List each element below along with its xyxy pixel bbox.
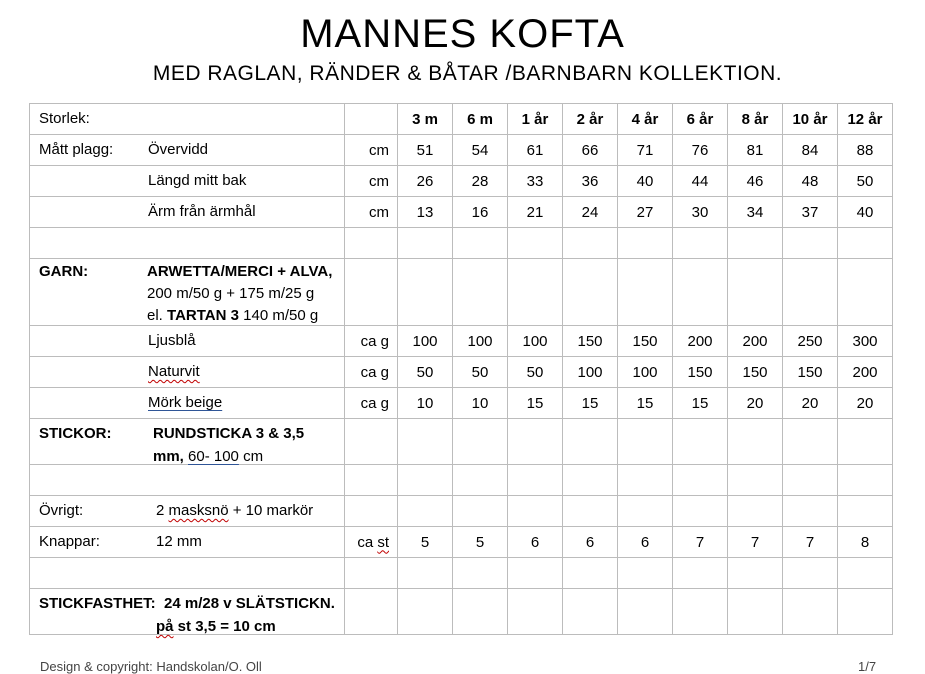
- measure-unit: cm: [345, 135, 398, 166]
- buttons-count: 7: [728, 527, 783, 558]
- measure-value: 27: [618, 197, 673, 228]
- measure-value: 48: [783, 166, 838, 197]
- gauge-row: [30, 589, 893, 635]
- yarn-amount: 200: [838, 357, 893, 388]
- measure-value: 36: [563, 166, 618, 197]
- measure-row: [30, 135, 893, 166]
- other-label: Övrigt:: [39, 502, 84, 519]
- measure-value: 81: [728, 135, 783, 166]
- yarn-description: [147, 261, 332, 327]
- measure-value: 61: [508, 135, 563, 166]
- yarn-amount: 100: [398, 326, 453, 357]
- measure-value: 28: [453, 166, 508, 197]
- buttons-label: Knappar:: [39, 533, 100, 550]
- yarn-line-3: [147, 305, 332, 327]
- measure-value: 76: [673, 135, 728, 166]
- other-text-c: + 10 markör: [228, 502, 314, 519]
- yarn-amount: 200: [673, 326, 728, 357]
- yarn-amount: 100: [563, 357, 618, 388]
- needles-label: STICKOR:: [39, 425, 112, 442]
- measure-value: 37: [783, 197, 838, 228]
- empty-row: [30, 228, 893, 259]
- yarn-amount: 20: [838, 388, 893, 419]
- yarn-amount: 50: [508, 357, 563, 388]
- measure-value: 46: [728, 166, 783, 197]
- gauge-description: [39, 592, 335, 638]
- measure-value: 51: [398, 135, 453, 166]
- yarn-color-row: [30, 357, 893, 388]
- needles-description: [153, 422, 304, 468]
- buttons-row: [30, 527, 893, 558]
- yarn-amount: 150: [618, 326, 673, 357]
- measure-value: 33: [508, 166, 563, 197]
- measure-unit: cm: [345, 197, 398, 228]
- pattern-spec-table: [29, 103, 893, 635]
- buttons-size: 12 mm: [156, 533, 202, 550]
- yarn-amount: 15: [563, 388, 618, 419]
- yarn-color-name: Naturvit: [148, 363, 200, 380]
- yarn-amount: 300: [838, 326, 893, 357]
- needles-row: [30, 419, 893, 465]
- yarn-amount: 20: [783, 388, 838, 419]
- buttons-unit: [345, 527, 398, 558]
- needles-unit: cm: [243, 448, 264, 465]
- measure-value: 50: [838, 166, 893, 197]
- buttons-count: 7: [673, 527, 728, 558]
- measure-value: 44: [673, 166, 728, 197]
- other-text-a: 2: [156, 502, 169, 519]
- size-header: 1 år: [508, 104, 563, 135]
- buttons-unit-b: st: [377, 533, 389, 551]
- gauge-line-2: [39, 615, 335, 638]
- yarn-amount: 200: [728, 326, 783, 357]
- measure-value: 34: [728, 197, 783, 228]
- measure-value: 16: [453, 197, 508, 228]
- measure-name: Ärm från ärmhål: [148, 203, 256, 220]
- buttons-count: 6: [563, 527, 618, 558]
- yarn-amount: 50: [398, 357, 453, 388]
- measure-value: 71: [618, 135, 673, 166]
- yarn-amount: 150: [783, 357, 838, 388]
- yarn-amount: 10: [398, 388, 453, 419]
- footer-copyright: Design & copyright: Handskolan/O. Oll: [40, 659, 262, 674]
- yarn-color-unit: ca g: [345, 357, 398, 388]
- measure-name: Övervidd: [148, 141, 209, 158]
- size-header: 6 år: [673, 104, 728, 135]
- page-subtitle: MED RAGLAN, RÄNDER & BÅTAR /BARNBARN KOLLEKTION.: [152, 62, 783, 85]
- empty-row: [30, 558, 893, 589]
- buttons-count: 6: [618, 527, 673, 558]
- yarn-row: [30, 259, 893, 326]
- yarn-line-2: 200 m/50 g + 175 m/25 g: [147, 285, 315, 302]
- yarn-amount: 150: [728, 357, 783, 388]
- page-title: MANNES KOFTA: [300, 12, 625, 56]
- size-header: 3 m: [398, 104, 453, 135]
- buttons-unit-a: ca: [357, 533, 378, 551]
- yarn-color-row: [30, 388, 893, 419]
- yarn-color-name: Mörk beige: [148, 394, 223, 411]
- yarn-amount: 100: [453, 326, 508, 357]
- yarn-amount: 15: [508, 388, 563, 419]
- yarn-line-1: ARWETTA/MERCI + ALVA,: [147, 263, 333, 280]
- size-header: 8 år: [728, 104, 783, 135]
- needles-mm: mm,: [153, 448, 184, 465]
- yarn-amount: 15: [618, 388, 673, 419]
- other-text-b: masksnö: [168, 502, 229, 519]
- yarn-amount: 10: [453, 388, 508, 419]
- yarn-amount: 15: [673, 388, 728, 419]
- yarn-color-unit: ca g: [345, 326, 398, 357]
- buttons-count: 8: [838, 527, 893, 558]
- measure-value: 40: [618, 166, 673, 197]
- yarn-amount: 100: [508, 326, 563, 357]
- yarn-amount: 150: [673, 357, 728, 388]
- buttons-count: 7: [783, 527, 838, 558]
- needles-length: 60- 100: [188, 448, 239, 465]
- yarn-line-3-prefix: el.: [147, 307, 168, 324]
- yarn-amount: 250: [783, 326, 838, 357]
- measure-value: 24: [563, 197, 618, 228]
- measure-value: 66: [563, 135, 618, 166]
- measure-value: 88: [838, 135, 893, 166]
- measure-value: 13: [398, 197, 453, 228]
- measures-label: Mått plagg:: [39, 141, 114, 158]
- size-header: 4 år: [618, 104, 673, 135]
- measure-value: 21: [508, 197, 563, 228]
- measure-row: [30, 166, 893, 197]
- buttons-count: 5: [453, 527, 508, 558]
- yarn-amount: 50: [453, 357, 508, 388]
- measure-value: 54: [453, 135, 508, 166]
- size-label: Storlek:: [39, 110, 90, 127]
- yarn-color-name: Ljusblå: [148, 332, 196, 349]
- yarn-amount: 100: [618, 357, 673, 388]
- other-row: [30, 496, 893, 527]
- measure-value: 84: [783, 135, 838, 166]
- footer-page-number: 1/7: [858, 659, 877, 674]
- yarn-line-3-suffix: 140 m/50 g: [238, 307, 319, 324]
- gauge-line-2-a: på: [156, 618, 174, 635]
- gauge-line-2-b: st 3,5 = 10 cm: [173, 618, 276, 635]
- measure-row: [30, 197, 893, 228]
- sizes-header-row: [30, 104, 893, 135]
- gauge-line-1: STICKFASTHET: 24 m/28 v SLÄTSTICKN.: [39, 595, 335, 612]
- size-header: 6 m: [453, 104, 508, 135]
- other-text: [156, 502, 313, 519]
- measure-value: 40: [838, 197, 893, 228]
- measure-value: 26: [398, 166, 453, 197]
- measure-unit: cm: [345, 166, 398, 197]
- measure-name: Längd mitt bak: [148, 172, 247, 189]
- empty-row: [30, 465, 893, 496]
- yarn-color-row: [30, 326, 893, 357]
- needles-line-1: RUNDSTICKA 3 & 3,5: [153, 425, 305, 442]
- size-header: 10 år: [783, 104, 838, 135]
- yarn-line-3-bold: TARTAN 3: [167, 307, 239, 324]
- yarn-amount: 150: [563, 326, 618, 357]
- measure-value: 30: [673, 197, 728, 228]
- yarn-color-unit: ca g: [345, 388, 398, 419]
- yarn-label: GARN:: [39, 263, 89, 280]
- size-header: 12 år: [838, 104, 893, 135]
- yarn-amount: 20: [728, 388, 783, 419]
- size-header: 2 år: [563, 104, 618, 135]
- buttons-count: 6: [508, 527, 563, 558]
- buttons-count: 5: [398, 527, 453, 558]
